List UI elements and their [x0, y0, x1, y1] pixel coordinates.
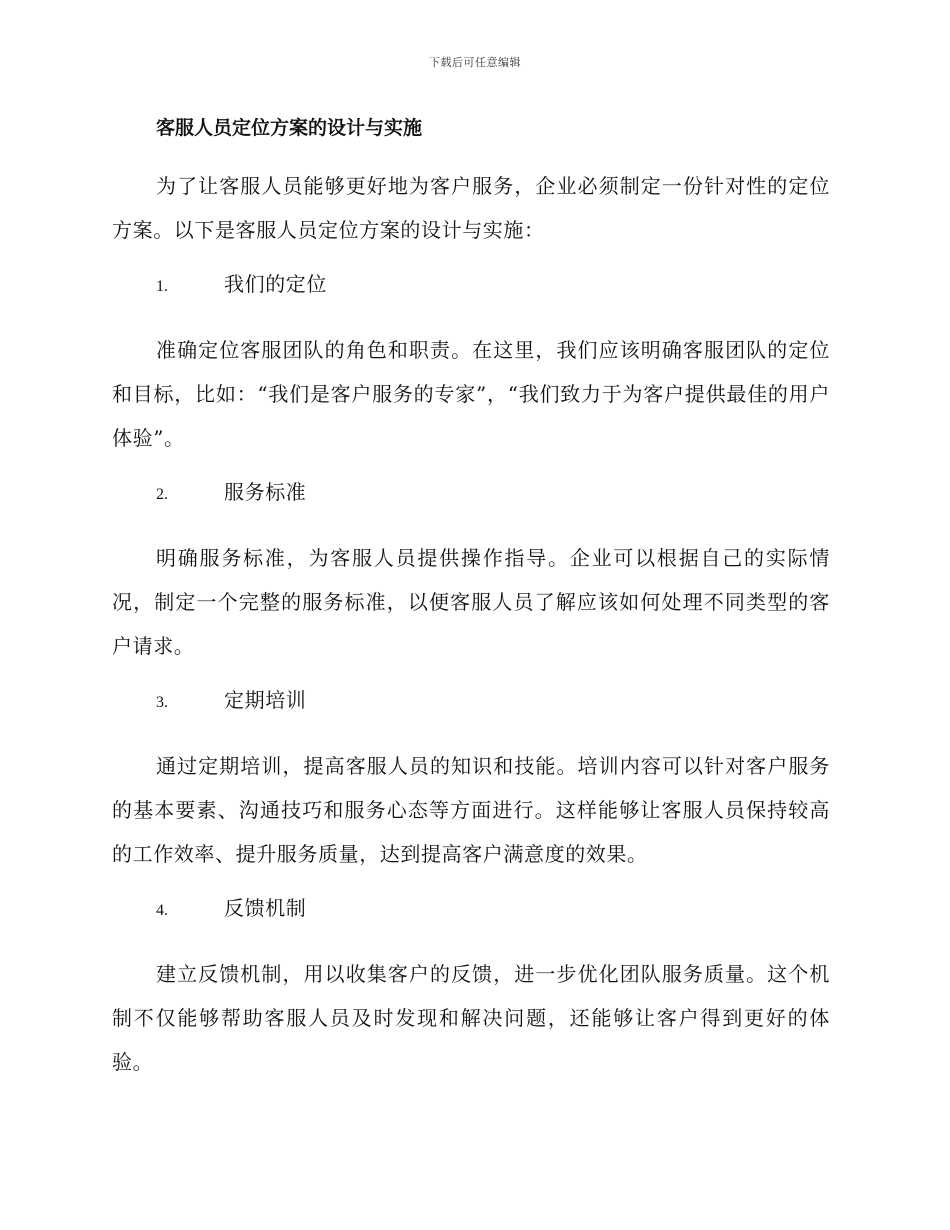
section-heading-2 — [112, 476, 830, 520]
intro-paragraph: 为了让客服人员能够更好地为客户服务，企业必须制定一份针对性的定位方案。以下是客服人员定位方案的设计与实施： — [112, 174, 830, 242]
section-body-2: 明确服务标准，为客服人员提供操作指导。企业可以根据自己的实际情况，制定一个完整的服务标准，以便客服人员了解应该如何处理不同类型的客户请求。 — [112, 546, 830, 658]
header-note: 下载后可任意编辑 — [429, 56, 521, 69]
section-title: 服务标准 — [224, 480, 307, 504]
document-body — [112, 112, 830, 1100]
section-body-3: 通过定期培训，提高客服人员的知识和技能。培训内容可以针对客户服务的基本要素、沟通技巧和服务心态等方面进行。这样能够让客服人员保持较高的工作效率、提升服务质量，达到提高客户满意度的效果。 — [112, 754, 830, 866]
section-heading-4 — [112, 892, 830, 936]
section-number: 2. — [156, 486, 168, 503]
section-heading-1 — [112, 268, 830, 312]
section-heading-3 — [112, 684, 830, 728]
section-title: 定期培训 — [224, 688, 307, 712]
document-title: 客服人员定位方案的设计与实施 — [156, 117, 423, 139]
section-title: 我们的定位 — [224, 272, 327, 296]
section-number: 3. — [156, 694, 168, 711]
section-number: 4. — [156, 902, 168, 919]
section-body-1: 准确定位客服团队的角色和职责。在这里，我们应该明确客服团队的定位和目标，比如：“我们是客户服务的专家”，“我们致力于为客户提供最佳的用户体验”。 — [112, 338, 830, 450]
section-number: 1. — [156, 278, 168, 295]
section-body-4: 建立反馈机制，用以收集客户的反馈，进一步优化团队服务质量。这个机制不仅能够帮助客服人员及时发现和解决问题，还能够让客户得到更好的体验。 — [112, 962, 830, 1074]
section-title: 反馈机制 — [224, 896, 307, 920]
